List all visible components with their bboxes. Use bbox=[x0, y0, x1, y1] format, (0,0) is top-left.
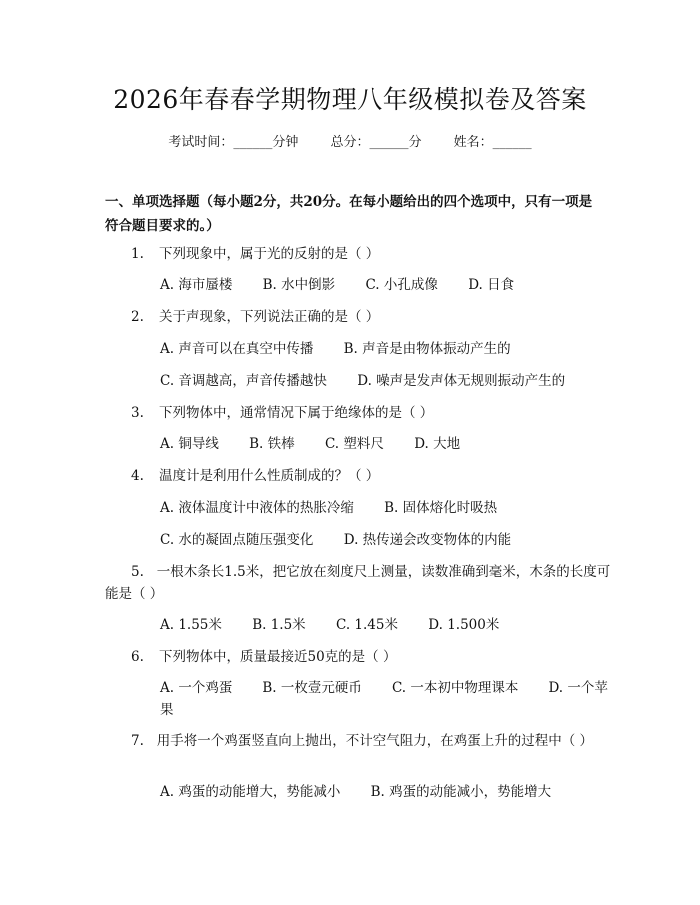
option-c: C. 1.45米 bbox=[335, 617, 398, 633]
question-text: 下列物体中，质量最接近50克的是（ ） bbox=[159, 649, 397, 665]
question-number: 6. bbox=[131, 649, 144, 665]
question-7 bbox=[105, 730, 615, 752]
option-a: A. 声音可以在真空中传播 bbox=[160, 341, 314, 357]
option-d: D. 热传递会改变物体的内能 bbox=[343, 532, 512, 548]
question-text: 用手将一个鸡蛋竖直向上抛出，不计空气阻力，在鸡蛋上升的过程中（ ） bbox=[156, 733, 594, 749]
student-name-field: 姓名：______ bbox=[453, 135, 532, 150]
option-a: A. 海市蜃楼 bbox=[160, 277, 233, 293]
question-1 bbox=[105, 243, 605, 265]
question-1-options bbox=[160, 274, 540, 296]
option-b: B. 1.5米 bbox=[252, 617, 306, 633]
question-text: 温度计是利用什么性质制成的？（ ） bbox=[159, 468, 380, 484]
question-2-options-row1 bbox=[160, 338, 537, 360]
question-text: 一根木条长1.5米，把它放在刻度尺上测量，读数准确到毫米，木条的长度可能是（ ） bbox=[105, 564, 611, 602]
exam-meta bbox=[0, 131, 700, 150]
question-7-options bbox=[160, 781, 577, 803]
question-number: 3. bbox=[131, 405, 144, 421]
option-d: D. 一个苹果 bbox=[160, 680, 608, 718]
option-d: D. 日食 bbox=[468, 277, 515, 293]
option-d: D. 大地 bbox=[414, 436, 461, 452]
option-b: B. 一枚壹元硬币 bbox=[262, 680, 362, 696]
option-d: D. 噪声是发声体无规则振动产生的 bbox=[357, 373, 566, 389]
option-a: A. 液体温度计中液体的热胀冷缩 bbox=[160, 500, 354, 516]
option-b: B. 水中倒影 bbox=[262, 277, 336, 293]
question-2-options-row2 bbox=[160, 370, 591, 392]
question-text: 关于声现象，下列说法正确的是（ ） bbox=[159, 309, 380, 325]
question-2 bbox=[105, 306, 605, 328]
option-c: C. 塑料尺 bbox=[324, 436, 384, 452]
question-4-options-row2 bbox=[160, 529, 537, 551]
option-a: A. 一个鸡蛋 bbox=[160, 680, 233, 696]
question-6-options bbox=[105, 677, 615, 721]
section-heading: 一、单项选择题（每小题2分，共20分。在每小题给出的四个选项中，只有一项是符合题目要求的。） bbox=[105, 194, 593, 234]
question-number: 5. bbox=[131, 564, 144, 580]
question-6 bbox=[105, 646, 605, 668]
option-b: B. 铁棒 bbox=[249, 436, 295, 452]
question-number: 7. bbox=[131, 733, 144, 749]
option-b: B. 固体熔化时吸热 bbox=[384, 500, 498, 516]
question-number: 4. bbox=[131, 468, 144, 484]
question-4-options-row1 bbox=[160, 497, 523, 519]
option-a: A. 鸡蛋的动能增大，势能减小 bbox=[160, 784, 341, 800]
option-c: C. 水的凝固点随压强变化 bbox=[160, 532, 314, 548]
question-text: 下列物体中，通常情况下属于绝缘体的是（ ） bbox=[159, 405, 434, 421]
exam-time-field: 考试时间：______分钟 bbox=[168, 135, 299, 150]
question-3-options bbox=[160, 433, 486, 455]
total-score-field: 总分：______分 bbox=[330, 135, 422, 150]
option-d: D. 1.500米 bbox=[428, 617, 500, 633]
exam-title: 2026年春春学期物理八年级模拟卷及答案 bbox=[113, 85, 587, 114]
question-text: 下列现象中，属于光的反射的是（ ） bbox=[159, 246, 380, 262]
question-number: 2. bbox=[131, 309, 144, 325]
question-5-options bbox=[160, 614, 525, 636]
option-a: A. 铜导线 bbox=[160, 436, 219, 452]
question-4 bbox=[105, 465, 605, 487]
option-c: C. 音调越高，声音传播越快 bbox=[160, 373, 327, 389]
option-c: C. 小孔成像 bbox=[365, 277, 438, 293]
question-3 bbox=[105, 402, 605, 424]
question-number: 1. bbox=[131, 246, 144, 262]
option-c: C. 一本初中物理课本 bbox=[391, 680, 519, 696]
option-b: B. 鸡蛋的动能减小，势能增大 bbox=[370, 784, 552, 800]
option-a: A. 1.55米 bbox=[160, 617, 222, 633]
question-5 bbox=[105, 561, 615, 605]
option-b: B. 声音是由物体振动产生的 bbox=[343, 341, 511, 357]
